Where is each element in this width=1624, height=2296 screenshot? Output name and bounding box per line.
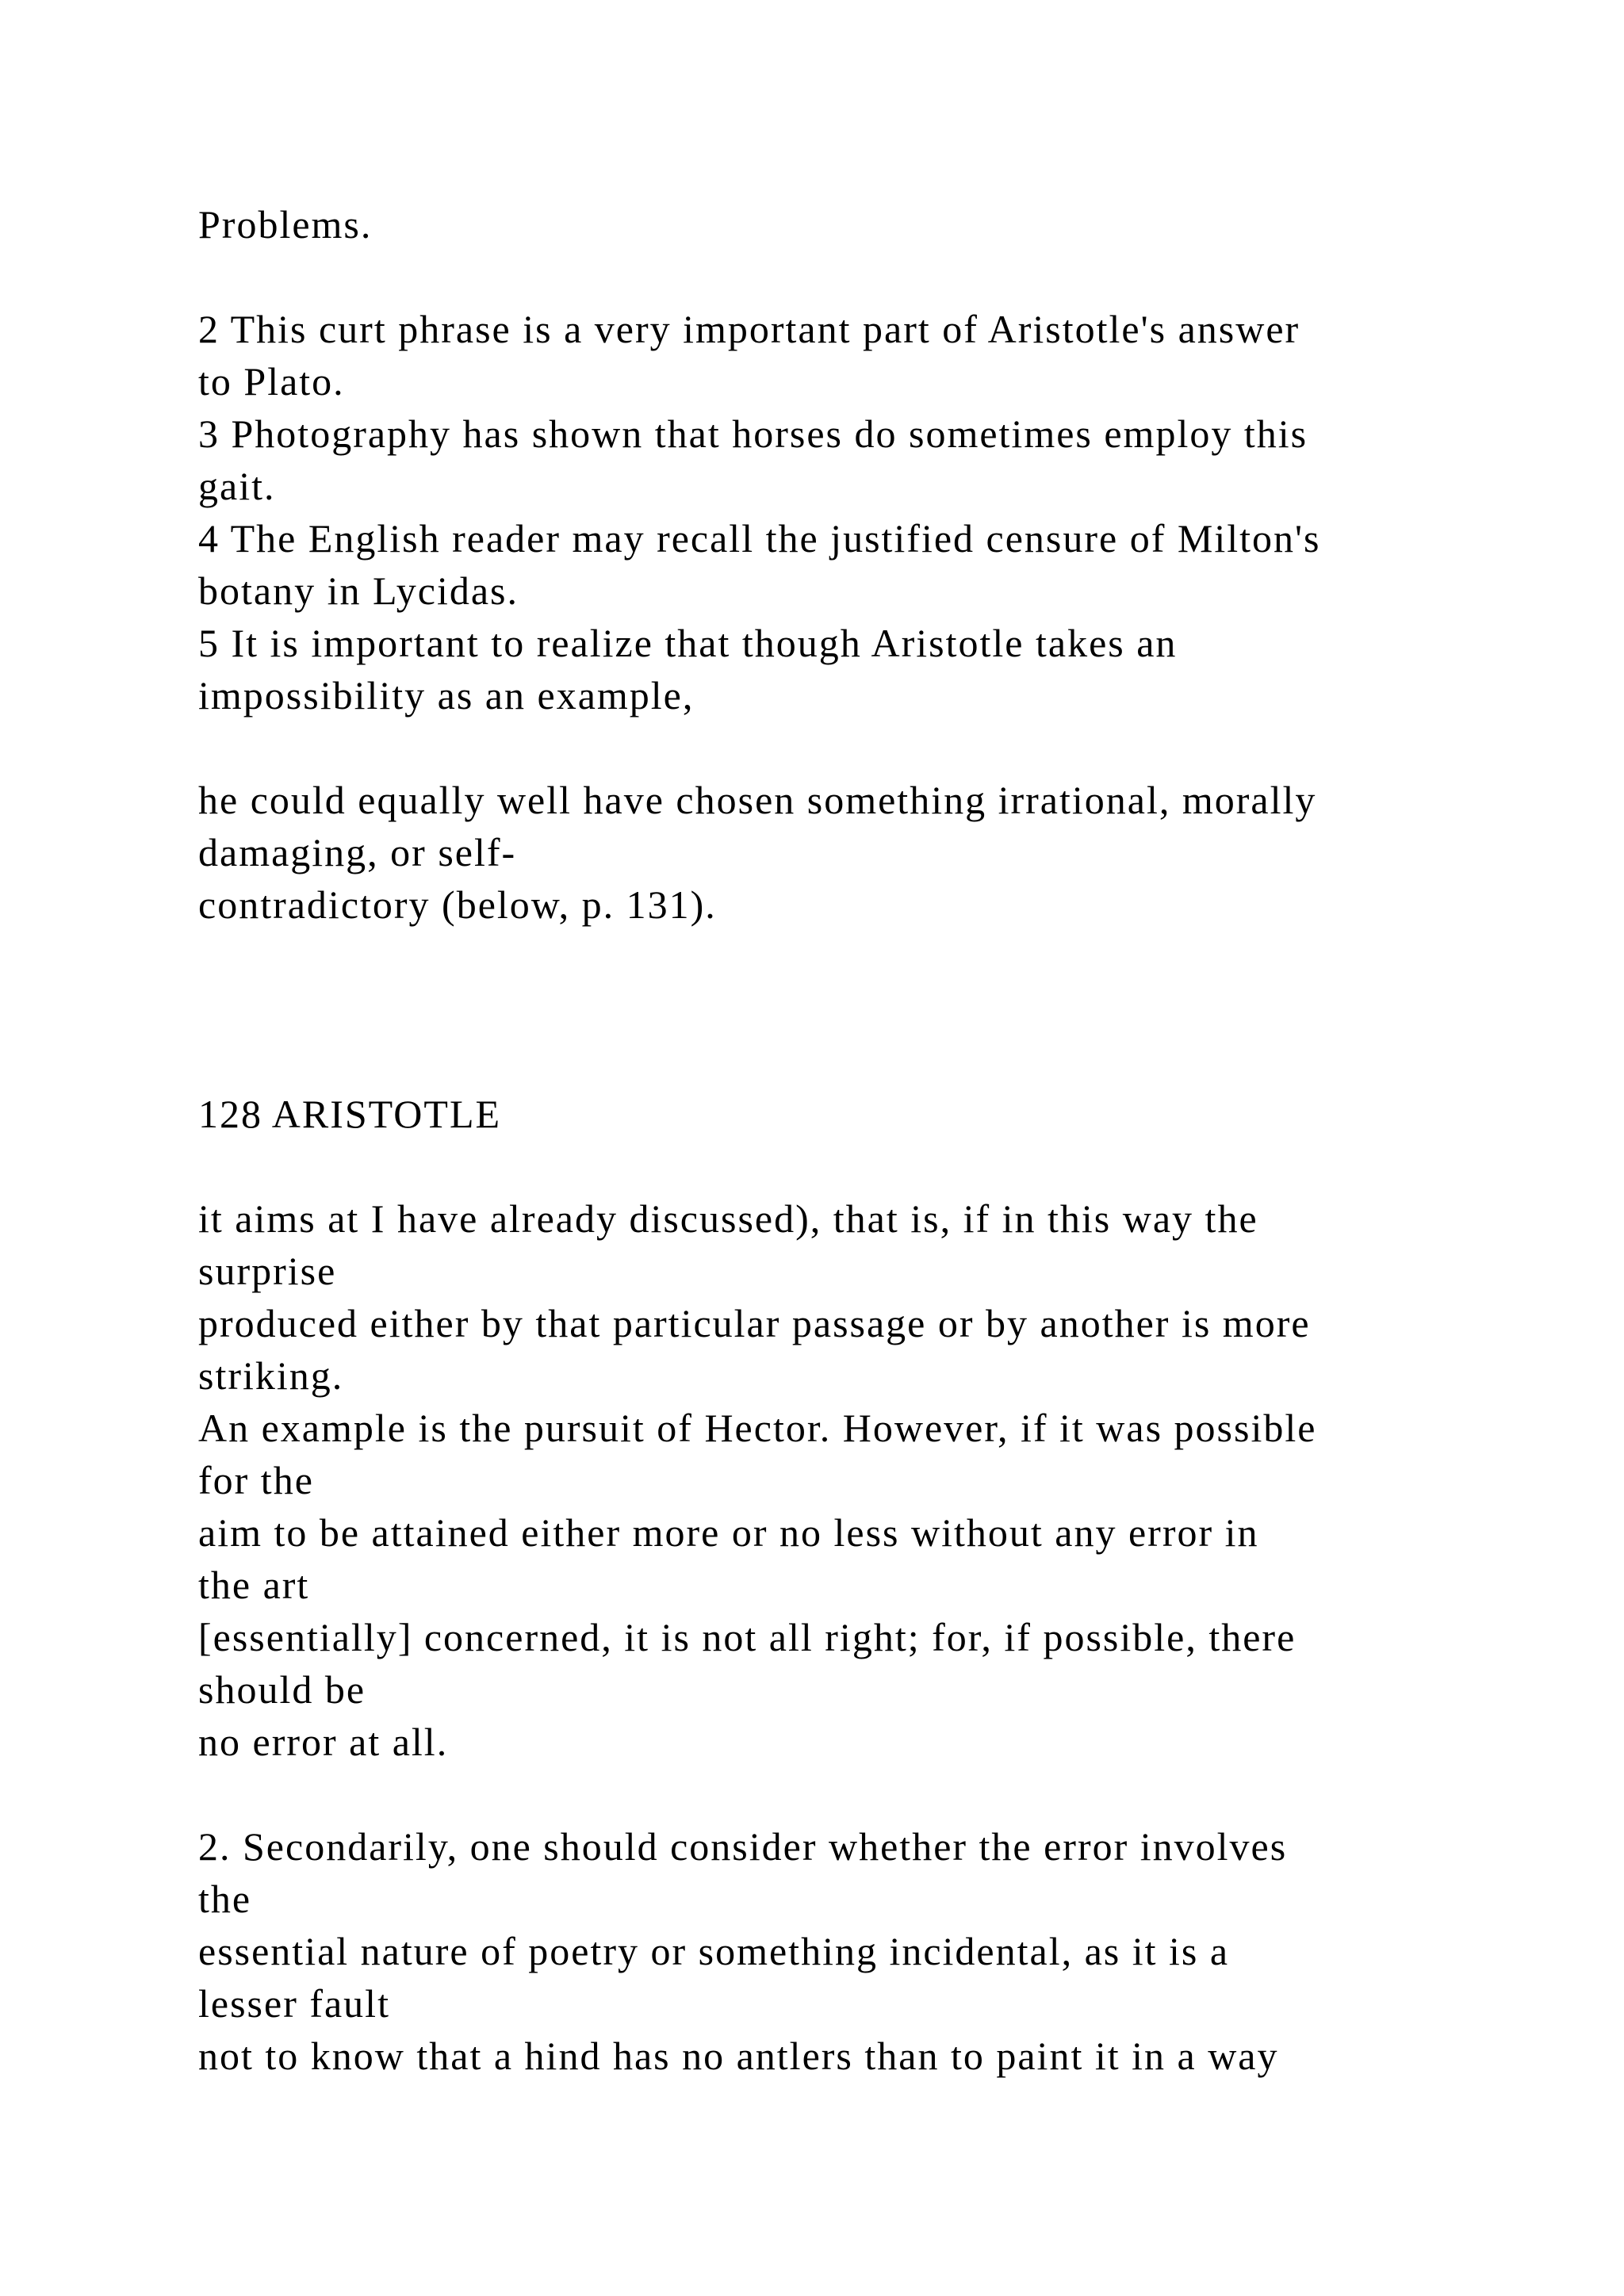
- body-line: not to know that a hind has no antlers than to paint it in a way: [198, 2034, 1279, 2078]
- body-line: 2. Secondarily, one should consider whether the error involves: [198, 1824, 1288, 1869]
- body-line: essential nature of poetry or something incidental, as it is a: [198, 1929, 1230, 1973]
- document-text: [198, 198, 1515, 2082]
- body-line: striking.: [198, 1353, 344, 1398]
- blank-line: [198, 1768, 1515, 1820]
- blank-line: [198, 251, 1515, 303]
- page-header: 128 ARISTOTLE: [198, 1092, 502, 1136]
- footnote-5-line: he could equally well have chosen something irrational, morally: [198, 778, 1317, 822]
- body-line: An example is the pursuit of Hector. However, if it was possible: [198, 1406, 1317, 1450]
- blank-line: [198, 983, 1515, 1035]
- footnote-2-line: to Plato.: [198, 359, 345, 404]
- body-line: for the: [198, 1458, 314, 1502]
- footnote-4-line: botany in Lycidas.: [198, 568, 519, 613]
- footnote-5-line: impossibility as an example,: [198, 673, 695, 718]
- blank-line: [198, 1140, 1515, 1192]
- footnote-5-line: damaging, or self-: [198, 830, 517, 874]
- footnote-2-line: 2 This curt phrase is a very important part of Aristotle's answer: [198, 307, 1300, 351]
- body-line: should be: [198, 1667, 366, 1712]
- body-line: the: [198, 1877, 252, 1921]
- blank-line: [198, 1035, 1515, 1088]
- body-line: it aims at I have already discussed), that is, if in this way the: [198, 1196, 1258, 1241]
- body-line: produced either by that particular passage or by another is more: [198, 1301, 1311, 1345]
- body-line: surprise: [198, 1249, 337, 1293]
- blank-line: [198, 721, 1515, 774]
- footnote-5-line: contradictory (below, p. 131).: [198, 882, 717, 927]
- body-line: no error at all.: [198, 1720, 449, 1764]
- text-line: Problems.: [198, 202, 373, 247]
- footnote-3-line: 3 Photography has shown that horses do sometimes employ this: [198, 411, 1308, 456]
- body-line: aim to be attained either more or no less without any error in: [198, 1510, 1259, 1555]
- body-line: lesser fault: [198, 1981, 390, 2026]
- footnote-5-line: 5 It is important to realize that though Aristotle takes an: [198, 621, 1178, 665]
- body-line: the art: [198, 1563, 310, 1607]
- footnote-4-line: 4 The English reader may recall the justified censure of Milton's: [198, 516, 1321, 561]
- footnote-3-line: gait.: [198, 464, 276, 508]
- body-line: [essentially] concerned, it is not all right; for, if possible, there: [198, 1615, 1297, 1659]
- blank-line: [198, 931, 1515, 983]
